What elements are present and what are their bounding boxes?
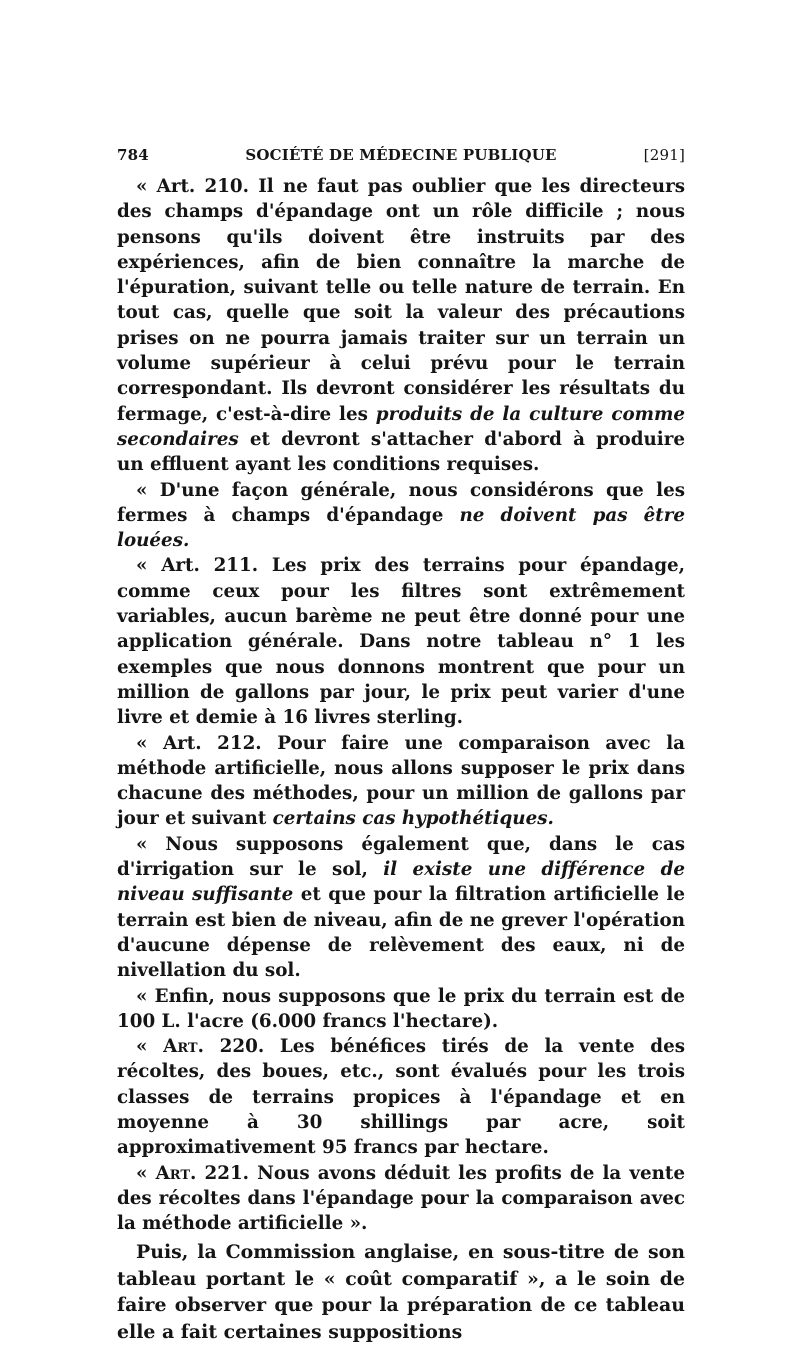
paragraph-text: « [136,1162,156,1184]
paragraph-art-211 [117,553,685,730]
paragraph-text: « Art. 210. Il ne faut pas oublier que les directeurs des champs d'épandage ont un rôle difficile ; nous pensons qu'ils doivent être instruits par des expériences, afin de bien connaître la marche de l'épuration, suivant telle ou telle nature de terrain. En tout cas, quelle que soit la valeur des précautions prises on ne pourra jamais traiter sur un terrain un volume supérieur à celui prévu pour le terrain correspondant. Ils devront considérer les résultats du fermage, c'est-à-dire les [117,176,685,425]
paragraph-italic-text: ne doivent pas être louées. [117,504,686,552]
paragraph-text: « [136,1036,164,1058]
paragraph-art-221 [117,1161,685,1237]
paragraph-text: 220. Les bénéfices tirés de la vente des récoltes, des boues, etc., sont évalués pour les trois classes de terrains propices à l'épandage et en moyenne à 30 shillings par acre, soit approximativement 95 francs par hectare. [117,1036,686,1159]
paragraph-text: 221. Nous avons déduit les profits de la vente des récoltes dans l'épandage pour la comparaison avec la méthode artificielle ». [117,1162,685,1235]
body-text [117,174,685,1345]
paragraph-text: « Enfin, nous supposons que le prix du terrain est de 100 L. l'acre (6.000 francs l'hectare). [117,985,685,1032]
paragraph-text: « Art. 212. Pour faire une comparaison avec la méthode artificielle, nous allons supposer le prix dans chacune des méthodes, pour un million de gallons par jour et suivant [117,732,685,830]
paragraph-italic-text: produits de la culture comme secondaires [117,403,685,450]
page-reference: [291] [643,146,685,164]
paragraph-text: et que pour la filtration artificielle le terrain est bien de niveau, afin de ne grever l'opération d'aucune dépense de relèvement des eaux, ni de nivellation du sol. [117,884,685,982]
paragraph-text: « D'une façon générale, nous considérons que les fermes à champs d'épandage [117,479,685,526]
paragraph-text: « Art. 211. Les prix des terrains pour épandage, comme ceux pour les filtres sont extrêmement variables, aucun barème ne peut être donné pour une application générale. Dans notre tableau n° 1 les exemples que nous donnons montrent que pour un million de gallons par jour, le prix peut varier d'une livre et demie à 16 livres sterling. [117,555,685,729]
article-label: Art. [163,1036,204,1058]
paragraph-text: « Nous supposons également que, dans le cas d'irrigation sur le sol, [117,833,685,881]
paragraph-fermes [117,478,685,554]
paragraph-irrigation [117,832,685,984]
page-number: 784 [117,146,149,164]
paragraph-italic-text: il existe une différence de niveau suffisante [117,859,685,906]
paragraph-commission [117,1239,685,1345]
paragraph-italic-text: certains cas hypothétiques. [272,808,554,830]
paragraph-text: Puis, la Commission anglaise, en sous-titre de son tableau portant le « coût comparatif », a le soin de faire observer que pour la préparation de ce tableau elle a fait certaines suppositions [117,1241,685,1343]
document-page [117,140,685,1345]
running-title: SOCIÉTÉ DE MÉDECINE PUBLIQUE [245,146,557,164]
paragraph-text: et devront s'attacher d'abord à produire un effluent ayant les conditions requises. [117,428,685,476]
running-header [117,140,685,174]
paragraph-prix-terrain [117,984,685,1035]
paragraph-art-212 [117,731,685,832]
article-label: Art. [155,1162,197,1184]
paragraph-art-220 [117,1034,685,1160]
paragraph-art-210 [117,174,685,478]
